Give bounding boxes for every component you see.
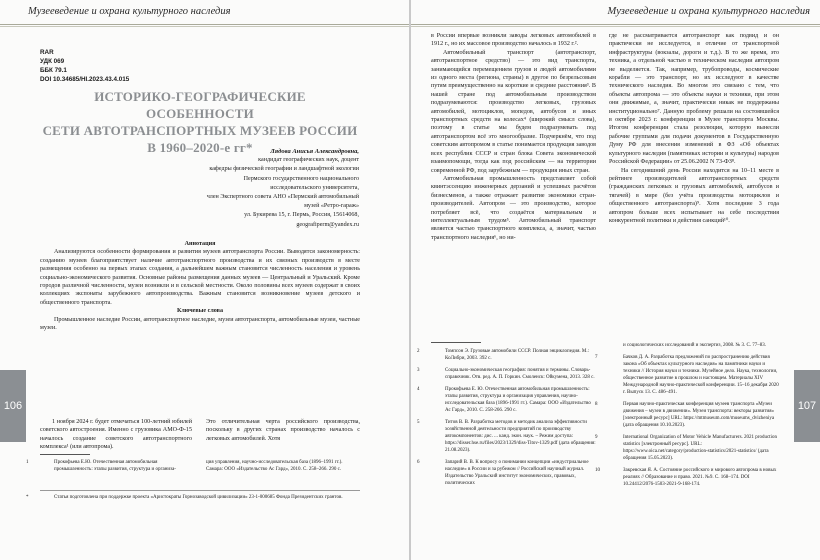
footnote-item: 2 Томпсон Э. Грузовые автомобили СССР. Полная энциклопедия. М.: КоЛибри, 2003. 392 с. (417, 349, 589, 361)
author-name: Лядова Анисья Александровна, (270, 148, 359, 155)
body-paragraph: в России впервые возникли заводы легковых автомобилей в 1912 г., но их массовое производство началось в 1932 г.². (431, 33, 596, 48)
footnote-text: ция управления, научно-исследовательская база (1896–1991 гг.). Самара: ООО «Издательство Ас Гард», 2010. С. 258–266. 290 с. (206, 460, 343, 472)
body-column-right (206, 418, 360, 443)
footnote-item: 8 Первая научно-практическая конференция музеев транспорта «Музеи движения – музеи в движении». Музеи транспорта: векторы развития» [электронный ресурс] URL: https://mtmuseum.com/museums_dvizheniya (дата обращения 10.10.2023). (595, 402, 775, 428)
article-meta (40, 48, 129, 84)
funding-text: Статья подготовлена при поддержке проекта «Аристократы Горнозаводской цивилизации» 23-1-000685 Фонда Президентских грантов. (54, 495, 343, 500)
body-paragraph: 1 ноября 2024 г. будет отмечаться 100-летний юбилей советского автостроения. Именно с грузовика АМО-Ф-15 началось создание советского автотранспортного комплекса¹ (или автопрома). (40, 419, 192, 451)
footnote-divider (40, 454, 90, 455)
author-line: исследовательского университета, (270, 184, 359, 191)
footnotes-right (595, 342, 779, 493)
footnote-item: 4 Прокофьева Е. Ю. Отечественная автомобильная промышленность: этапы развития, структура и организация управления, научно-исследовательская база (1896-1991 гг.). Самара: ООО «Издательство Ас Гард», 2010. С. 258-266. 290 с. (417, 387, 591, 413)
author-line: Пермского государственного национального (243, 175, 359, 182)
footnotes-left (417, 348, 596, 492)
body-column-left (40, 418, 192, 452)
keywords-heading: Ключевые слова (176, 308, 224, 315)
footnote-item: 9 International Organization of Motor Vehicle Manufacturers. 2021 production statistics [электронный ресурс]. URL: https://www.oica.net/category/production-statistics/2021-statistics/ (дата обращения 15.05.2023). (595, 435, 777, 461)
footnote-item: 6 Запарий В. В. К вопросу о понимании концепции «индустриальное наследие» в России и за рубежом // Российский научный журнал. Издательство Уральский институт экономических, правовых, политических (417, 460, 589, 486)
footnote-divider (40, 490, 360, 491)
footnote-divider (431, 342, 481, 343)
running-header (411, 0, 820, 25)
author-email: geografiperm@yandex.ru (296, 221, 359, 228)
meta-doi: DOI 10.34685/HI.2023.43.4.015 (40, 76, 130, 83)
running-header-text: Музееведение и охрана культурного наследия (607, 6, 810, 17)
article-title (40, 88, 360, 156)
header-divider (411, 26, 820, 27)
page-number: 106 (3, 400, 23, 412)
footnote-item: 5 Титов В. В. Разработка методов и методик анализа эффективности хозяйственной деятельности предприятий по производству автокомпонентов: дис. ... канд. экон. наук. – Режим доступа: https://disser.hse.ru/files/2023/1329/diss-Titov-1329.pdf (дата обращения: 21.08.2023). (417, 420, 596, 453)
running-header (0, 0, 409, 25)
meta-rar: RAR (40, 49, 54, 56)
footnote-text: Прокофьева Е.Ю. Отечественная автомобильная промышленность: этапы развития, структура и организа- (54, 460, 176, 472)
title-line: В 1960–2020-е гг* (147, 140, 253, 155)
body-column-left (431, 32, 596, 242)
header-divider (0, 26, 409, 27)
author-line: кафедры физической географии и ландшафтной экологии (209, 166, 359, 173)
running-header-text: Музееведение и охрана культурного наследия (28, 6, 231, 17)
right-page (411, 0, 820, 560)
page-number: 107 (797, 400, 817, 412)
footnote-1-continued (206, 459, 360, 473)
footnote-item: 3 Социально-экономическая география: понятия и термины. Словарь-справочник. Отв. ред. А. П. Горкин. Смоленск: Ойкумена, 2013. 328 с. (417, 368, 595, 380)
meta-bbk: ББК 79.1 (40, 67, 67, 74)
body-column-right (609, 32, 779, 225)
author-line: ул. Букирева 15, г. Пермь, Россия, 15614068, (244, 212, 359, 219)
title-line: ИСТОРИКО-ГЕОГРАФИЧЕСКИЕ ОСОБЕННОСТИ (94, 89, 306, 121)
footnote-1: 1 Прокофьева Е.Ю. Отечественная автомобильная промышленность: этапы развития, структура и организа- (26, 460, 176, 472)
page-number-tab (794, 370, 820, 442)
footnote-continuation: и социологических исследований и экспертиз, 2008. № 3. С. 77–83. (623, 343, 767, 348)
author-line: кандидат географических наук, доцент (258, 157, 359, 164)
footnote-item: 10 Закревская Я. А. Состояние российского и мирового автопрома в новых реалиях // Образование и право. 2021. №9. С. 168–174. DOI 10.24412/2076-1503-2021-9-168-174. (595, 468, 777, 487)
keywords-text: Промышленное наследие России, автотранспортное наследие, музеи автотранспорта, автомобильные музеи, частные музеи. (40, 316, 360, 332)
body-paragraph: На сегодняшний день России находится на 10–11 месте в рейтинге производителей автотранспортных средств (гражданских легковых и грузовых автомобилей, автобусов и тягачей) в мире (без учёта производства мотоциклов и общественного автотранспорта)⁹. Хотя последние 3 года автопром больше всех испытывает на себе последствия конкурентной политики и действия санкций¹⁰. (609, 167, 779, 224)
funding-note: * Статья подготовлена при поддержке проекта «Аристократы Горнозаводской цивилизации» 23-1-000685 Фонда Президентских грантов. (26, 495, 343, 500)
meta-udc: УДК 069 (40, 58, 65, 65)
body-paragraph: Это отличительная черта российского производства, поскольку в других странах производство началось с легковых автомобилей. Хотя (206, 419, 360, 442)
author-line: музей «Ретро-гараж» (304, 203, 359, 210)
body-paragraph: Автомобильная промышленность представляет собой квинтэссенцию инженерных дерзаний и успешных расчётов бизнесменов, а также отражает развитие экономики стран-производителей. Автопром — это производство, которое потребляет всё, что создаётся материальным и интеллектуальным трудом⁵. Автомобильный транспорт является частью транспортного комплекса, а, значит, частью транспортного наследия⁶, но ни- (431, 175, 596, 241)
abstract-text: Анализируются особенности формирования и развития музеев автотранспорта России. Выводятся закономерность: созданию музеев благоприятствует наличие автотранспортного производства и их связных производств в месте размещения особенно на первых этапах создания, а дальнейшем важным становится численность населения и уровень социально-экономического развития. Основные районы размещения данных музеев — Центральный и Уральский. Кроме городов различной численности, музеи возникли и в сельской местности. Около половины всех музеев содержат в своих коллекциях экспонаты зарубежного автопроизводства. Важным становится возникновение музеев детского и общественного транспорта. (40, 249, 360, 306)
body-paragraph: Автомобильный транспорт (автотранспорт, автотранспортное средство) — это вид транспорта, занимающийся перемещением грузов и людей автомобилями из одного места (региона, страны) в другое по безрельсовым путям преимущественно на короткие и средние расстояния³. В нашей стране под автомобильным производством подразумеваются: производство легковых, грузовых автомобилей, мотоциклов, мопедов, автобусов и иных транспортных средств на колесах⁴ (широкий смысл слова), поэтому в статье мы будем подразумевать под автотранспортом всё это многообразие. Подчеркнём, что под советским автопромом в статье понимается продукция заводов всех республик СССР и стран блока Совета экономической взаимопомощи, тогда как под российским — на территории современной РФ, под зарубежным — продукция иных стран. (431, 49, 596, 174)
author-block (109, 147, 359, 230)
footnote-item: 7 Бачков Д. А. Разработка предложений по распространению действия закона «Об объектах культурного наследия» на памятники науки и техники // История науки и техники. Музейное дело. Наука, технологии, общественное развитие в прошлом и настоящем. Материалы XIV Международной научно-практической конференции. 15–16 декабря 2020 г. Выпуск 13. С. 486–491. (595, 355, 779, 395)
body-paragraph: где не рассматривается автотранспорт как подвид и он практически не исследуется, в отличие от транспортной инфраструктуры (вокзалы, дороги и т.д.). В то же время, это техника, а отдельной частью в техническом наследии автопром не выделяется. Так, например, трубопроводы, космические корабли — это транспорт, но их исследуют в качестве технического наследия. Во многом это связано с тем, что объекты автопрома — это объекты науки и техники, при этом они движимые, а, значит, практически никак не поддержаны институционально⁷. Данную проблему решали на состоявшейся в октябре 2023 г. конференции в Музее транспорта Москвы. Итогом конференции стала резолюция, которую вынесли рабочие группами для подачи документов в Государственную Думу РФ для внесения изменений в ФЗ «Об объектах культурного наследия (памятниках истории и культуры) народов Российской Федерации» от 25.06.2002 N 73-ФЗ⁸. (609, 33, 779, 166)
page-number-tab (0, 370, 26, 442)
abstract-heading: Аннотация (184, 241, 216, 247)
author-line: член Экспертного совета АНО «Пермский автомобильный (206, 194, 359, 201)
left-page (0, 0, 409, 560)
title-line: СЕТИ АВТОТРАНСПОРТНЫХ МУЗЕЕВ РОССИИ (42, 123, 358, 138)
abstract-section (40, 240, 360, 332)
